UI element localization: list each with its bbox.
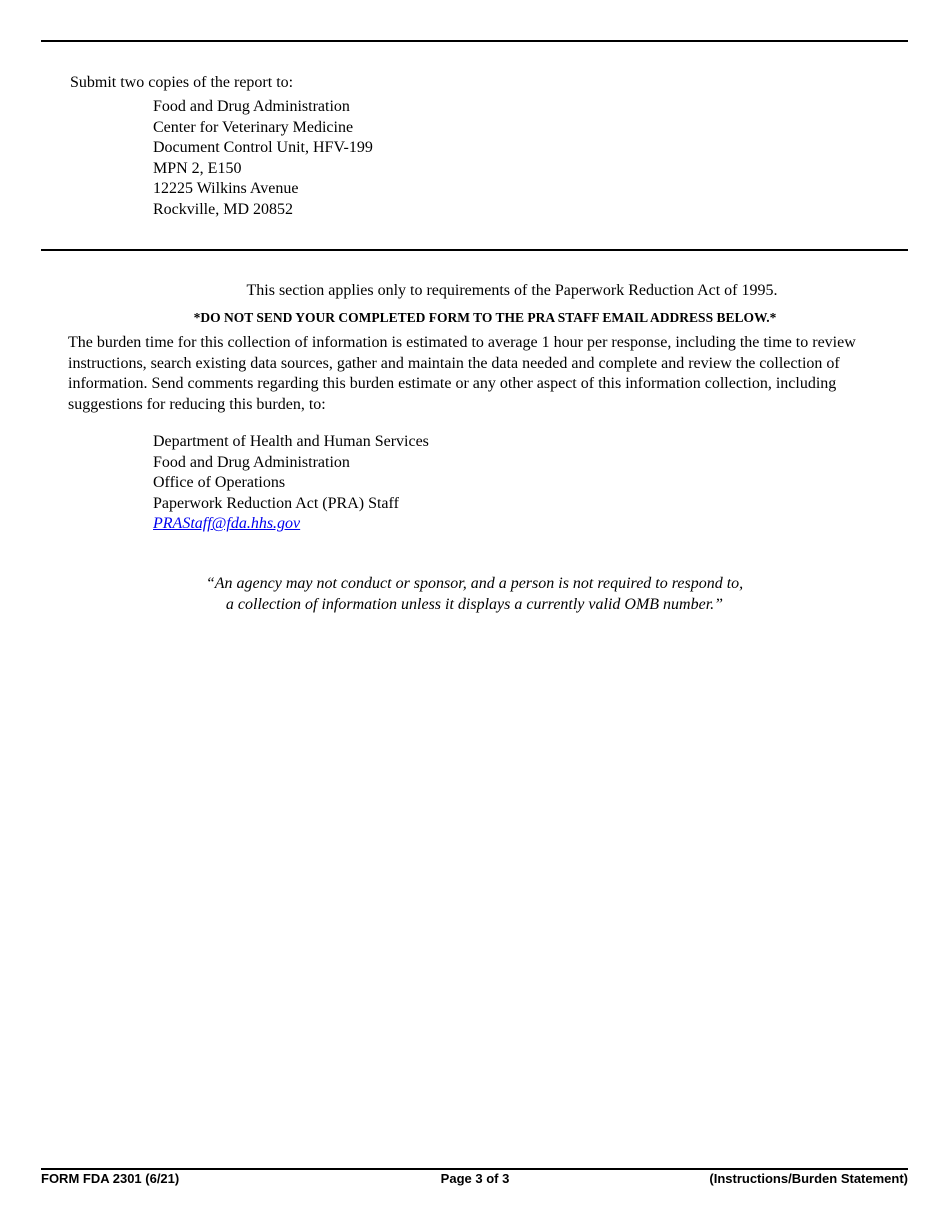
omb-notice-line: a collection of information unless it displays a currently valid OMB number.” (225, 595, 724, 613)
address-line: Food and Drug Administration (153, 453, 350, 471)
submission-intro: Submit two copies of the report to: (70, 74, 294, 91)
address-line: Rockville, MD 20852 (153, 200, 293, 218)
address-line: 12225 Wilkins Avenue (153, 180, 299, 198)
address-line: Center for Veterinary Medicine (153, 118, 354, 136)
pra-email-link[interactable]: PRAStaff@fda.hhs.gov (153, 515, 301, 533)
pra-warning: *DO NOT SEND YOUR COMPLETED FORM TO THE PRA STAFF EMAIL ADDRESS BELOW.* (193, 310, 777, 325)
top-divider (41, 40, 908, 42)
address-line: Office of Operations (153, 474, 286, 492)
pra-address (153, 432, 429, 535)
footer-divider (41, 1168, 908, 1170)
address-line: Department of Health and Human Services (153, 433, 429, 450)
address-line: Document Control Unit, HFV-199 (153, 139, 373, 157)
submission-address (153, 97, 373, 221)
section-label: (Instructions/Burden Statement) (709, 1171, 908, 1186)
burden-statement: The burden time for this collection of information is estimated to average 1 hour per response, including the time to review instructions, search existing data sources, gather and maintain the data needed and complete and review the collection of information. Send comments regarding this burden estimate or any other aspect of this information collection, including suggestions for reducing this burden, to: (68, 334, 856, 413)
address-line: MPN 2, E150 (153, 159, 242, 177)
omb-notice-line: “An agency may not conduct or sponsor, and a person is not required to respond to, (205, 575, 744, 592)
page-number: Page 3 of 3 (440, 1171, 510, 1186)
address-line: Food and Drug Administration (153, 98, 350, 115)
form-id: FORM FDA 2301 (6/21) (41, 1171, 180, 1186)
omb-notice (41, 574, 908, 615)
pra-applies-statement: This section applies only to requirements of the Paperwork Reduction Act of 1995. (246, 282, 778, 299)
section-divider (41, 249, 908, 251)
address-line: Paperwork Reduction Act (PRA) Staff (153, 494, 399, 512)
